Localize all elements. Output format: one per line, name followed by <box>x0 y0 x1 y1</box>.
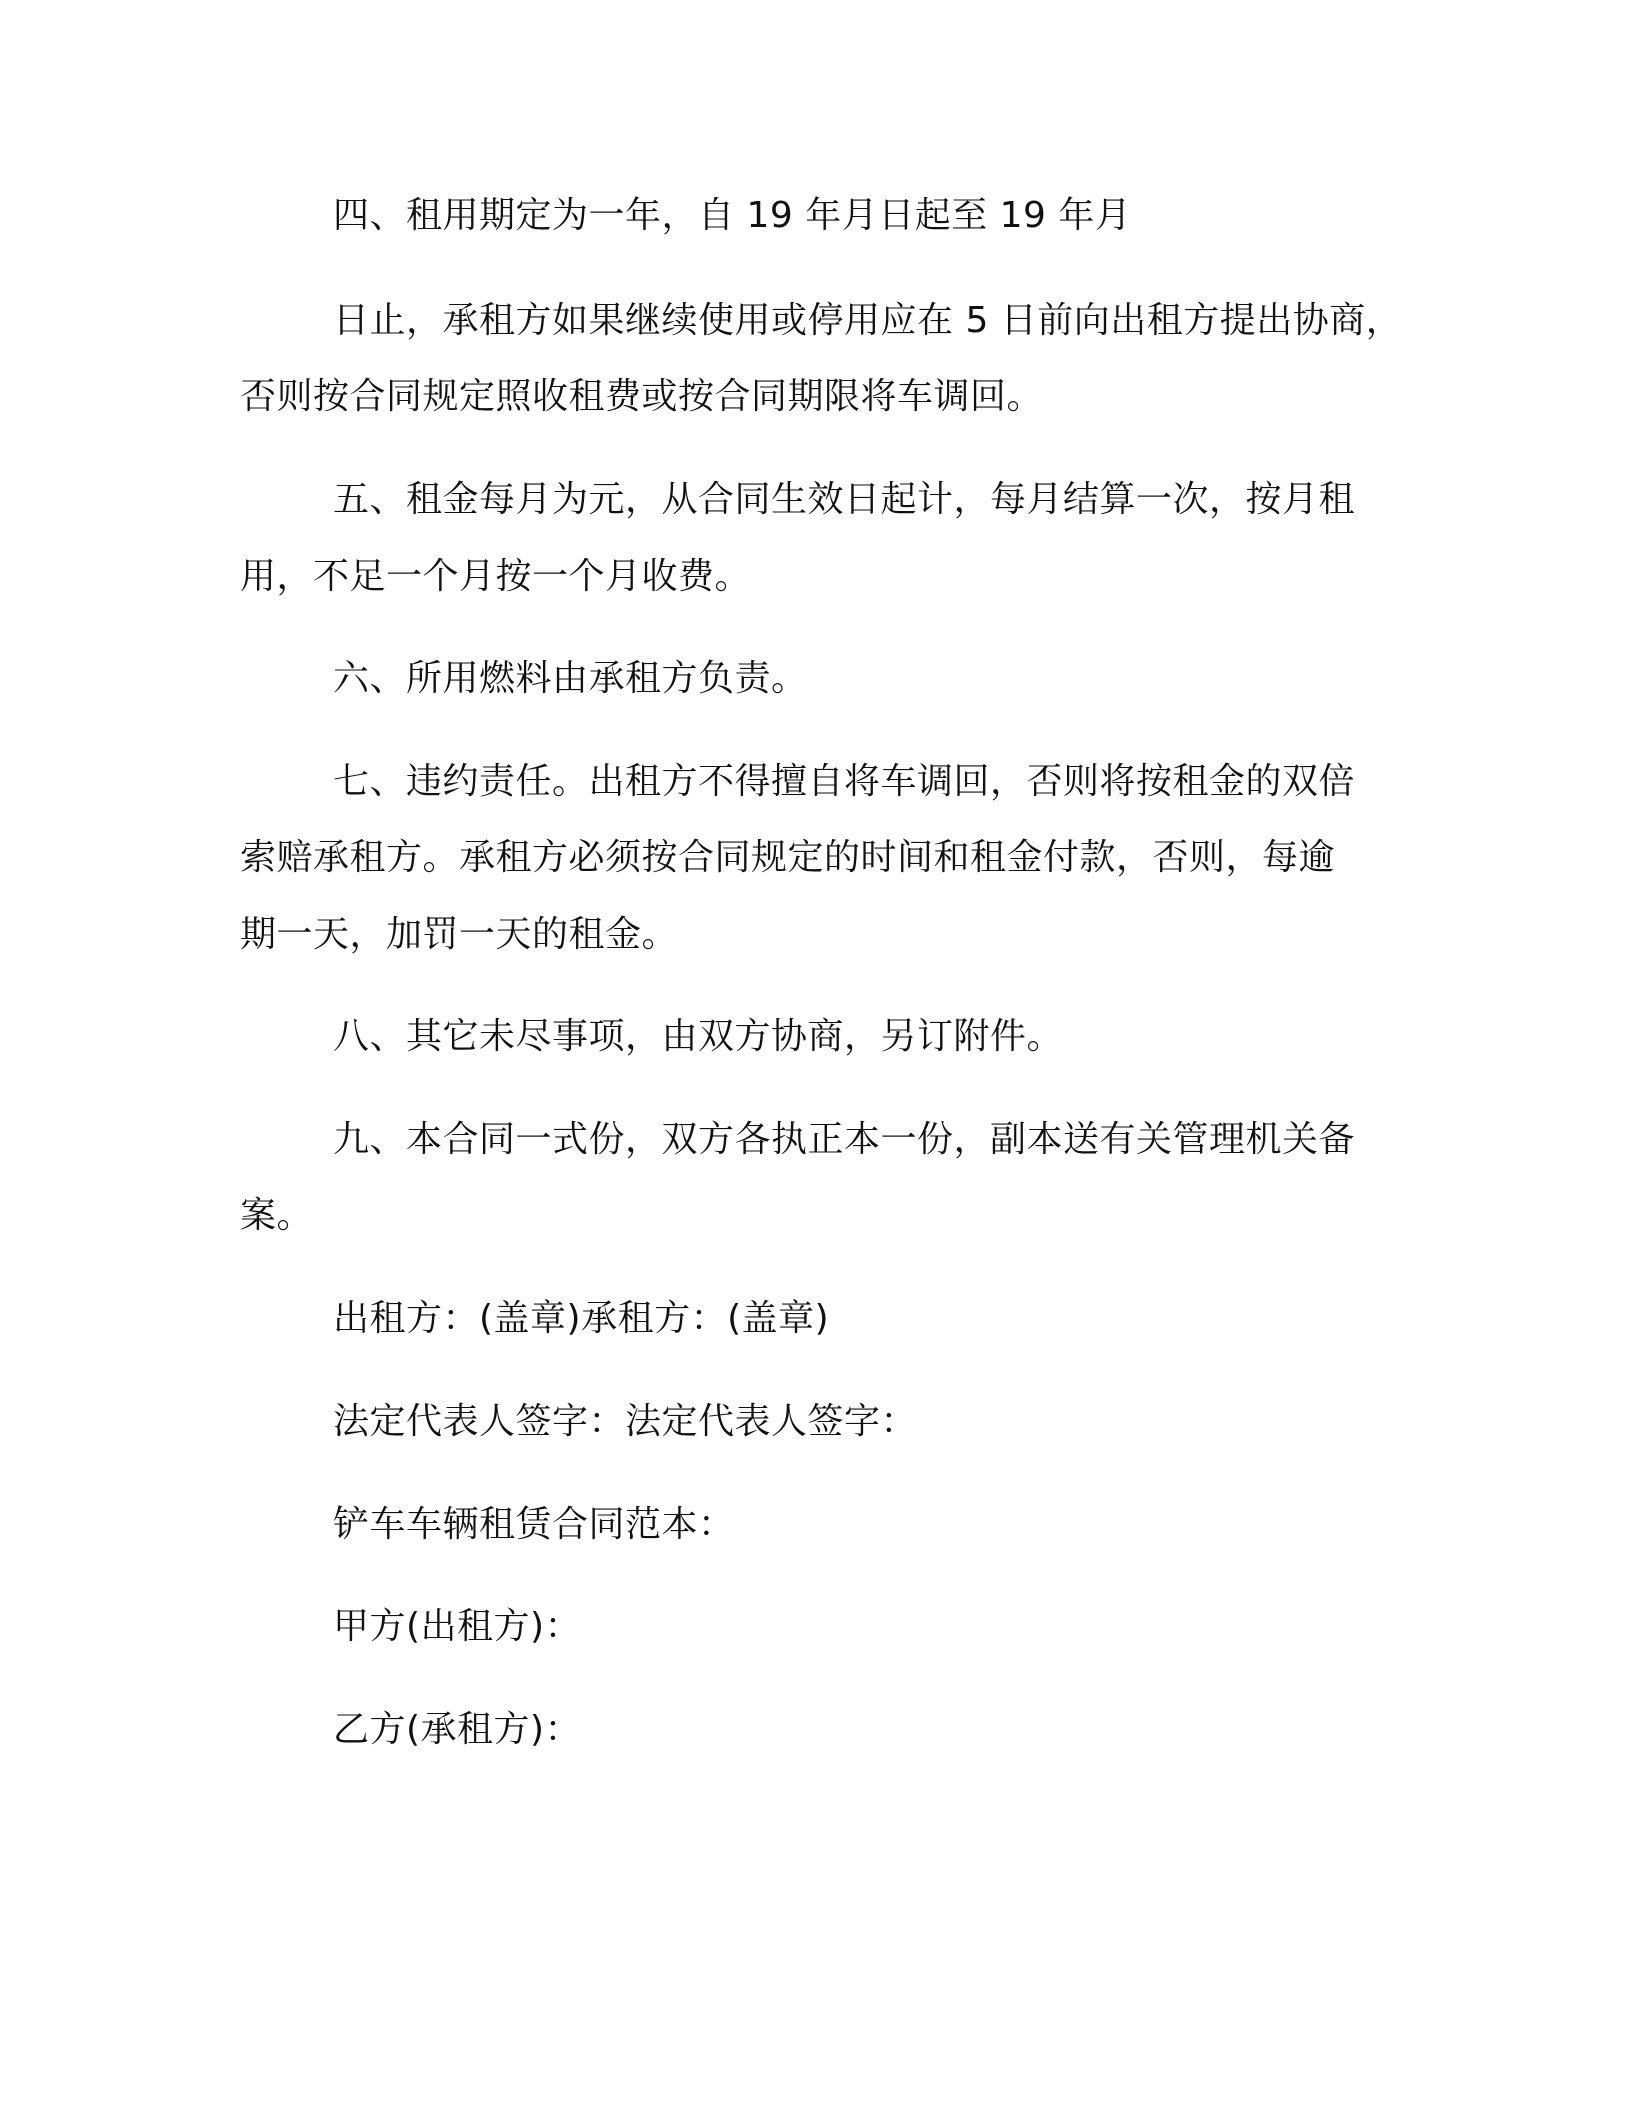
contract-template-title: 铲车车辆租赁合同范本： <box>333 1504 735 1545</box>
signature-parties-line: 出租方：(盖章)承租方：(盖章) <box>333 1298 830 1339</box>
clause-5-line-1: 五、租金每月为元，从合同生效日起计，每月结算一次，按月租 <box>333 479 1356 520</box>
clause-4-line-2: 日止，承租方如果继续使用或停用应在 5 日前向出租方提出协商， <box>333 300 1403 341</box>
party-a-label: 甲方(出租方)： <box>333 1606 582 1647</box>
clause-7-line-1: 七、违约责任。出租方不得擅自将车调回，否则将按租金的双倍 <box>333 761 1356 802</box>
representative-signature-line: 法定代表人签字：法定代表人签字： <box>333 1401 918 1442</box>
clause-9-line-1: 九、本合同一式份，双方各执正本一份，副本送有关管理机关备 <box>333 1119 1356 1160</box>
clause-6-line-1: 六、所用燃料由承租方负责。 <box>333 658 808 699</box>
clause-7-line-3: 期一天，加罚一天的租金。 <box>240 914 679 955</box>
clause-4-line-1: 四、租用期定为一年，自 19 年月日起至 19 年月 <box>333 195 1132 236</box>
party-b-label: 乙方(承租方)： <box>333 1709 582 1750</box>
clause-8-line-1: 八、其它未尽事项，由双方协商，另订附件。 <box>333 1016 1064 1057</box>
clause-4-line-3: 否则按合同规定照收租费或按合同期限将车调回。 <box>240 376 1044 417</box>
clause-5-line-2: 用，不足一个月按一个月收费。 <box>240 556 752 597</box>
clause-7-line-2: 索赔承租方。承租方必须按合同规定的时间和租金付款，否则，每逾 <box>240 837 1336 878</box>
clause-9-line-2: 案。 <box>240 1195 314 1236</box>
